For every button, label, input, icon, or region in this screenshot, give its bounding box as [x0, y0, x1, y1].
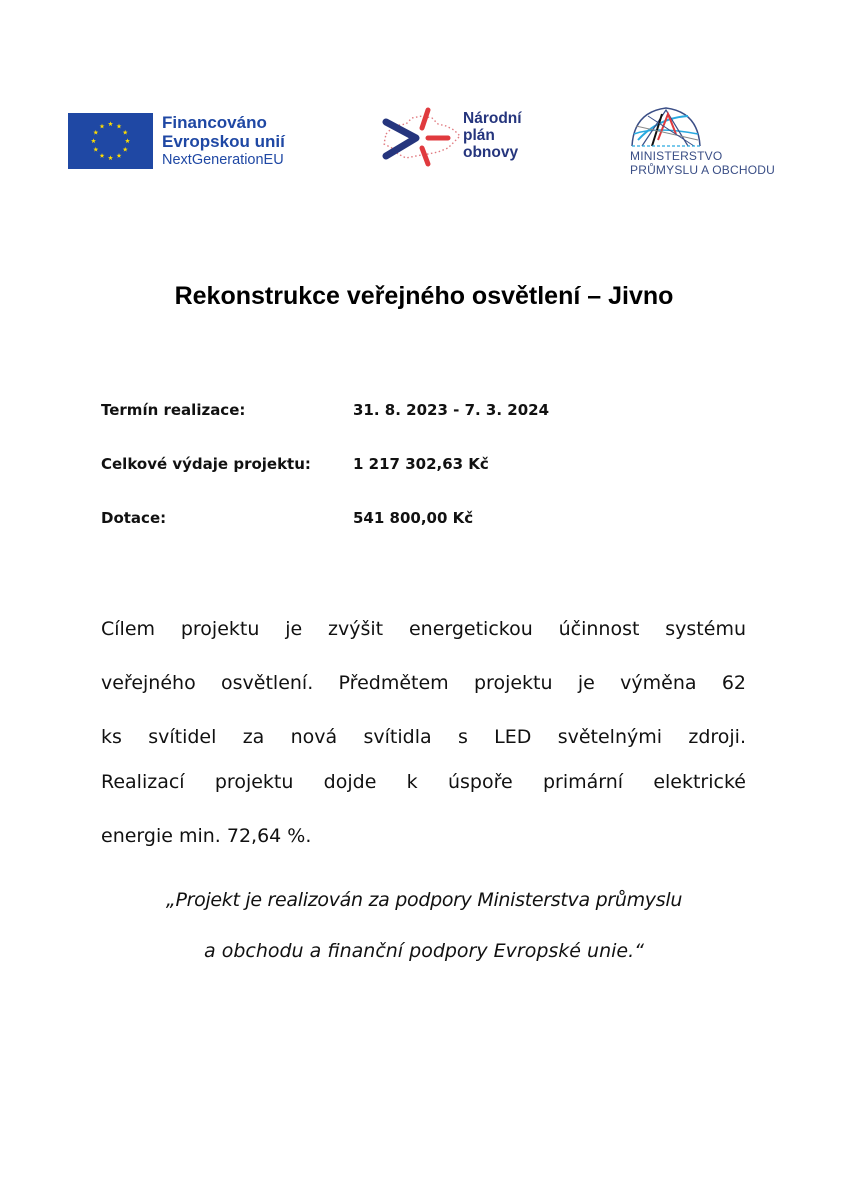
eu-star-icon: [93, 147, 98, 152]
info-row-total-costs: [101, 455, 489, 473]
eu-star-icon: [100, 124, 105, 129]
eu-funding-label: [162, 113, 285, 169]
eu-star-icon: [123, 147, 128, 152]
description-line: Realizací projektu dojde k úspoře primární elektrické: [101, 771, 746, 793]
npo-line-3: obnovy: [463, 144, 519, 161]
info-label: Dotace:: [101, 509, 167, 527]
description-line: energie min. 72,64 %.: [101, 825, 312, 847]
eu-star-icon: [125, 138, 130, 143]
description-line: ks svítidel za nová svítidla s LED světelnými zdroji.: [101, 726, 746, 748]
page-title: Rekonstrukce veřejného osvětlení – Jivno: [174, 282, 674, 310]
eu-line-1: Financováno: [162, 113, 267, 132]
eu-star-icon: [108, 121, 113, 126]
npo-label: [463, 110, 522, 161]
eu-star-icon: [93, 130, 98, 135]
eu-star-icon: [123, 130, 128, 135]
mpo-label: [630, 149, 775, 177]
info-value: 541 800,00 Kč: [353, 509, 474, 527]
eu-star-icon: [117, 153, 122, 158]
mpo-line-2: PRŮMYSLU A OBCHODU: [630, 163, 775, 177]
eu-flag-logo: [68, 113, 153, 169]
info-label: Termín realizace:: [101, 401, 246, 419]
eu-star-icon: [108, 155, 113, 160]
eu-stars-icon: [68, 113, 153, 169]
eu-star-icon: [117, 124, 122, 129]
eu-line-2: Evropskou unií: [162, 132, 285, 151]
description-line: Cílem projektu je zvýšit energetickou účinnost systému: [101, 618, 746, 640]
info-row-term: [101, 401, 549, 419]
mpo-dome-icon: [628, 104, 704, 150]
description-line: veřejného osvětlení. Předmětem projektu je výměna 62: [101, 672, 746, 694]
npo-logo-icon: [372, 104, 464, 168]
npo-line-1: Národní: [463, 110, 522, 127]
mpo-line-1: MINISTERSTVO: [630, 149, 723, 163]
eu-star-icon: [91, 138, 96, 143]
eu-star-icon: [100, 153, 105, 158]
info-label: Celkové výdaje projektu:: [101, 455, 311, 473]
funding-quote-line: a obchodu a finanční podpory Evropské unie.“: [204, 940, 644, 962]
eu-line-3: NextGenerationEU: [162, 152, 284, 168]
info-row-subsidy: [101, 509, 473, 527]
info-value: 31. 8. 2023 - 7. 3. 2024: [353, 401, 550, 419]
npo-line-2: plán: [463, 127, 495, 144]
info-value: 1 217 302,63 Kč: [353, 455, 489, 473]
funding-quote-line: „Projekt je realizován za podpory Ministerstva průmyslu: [165, 889, 683, 911]
